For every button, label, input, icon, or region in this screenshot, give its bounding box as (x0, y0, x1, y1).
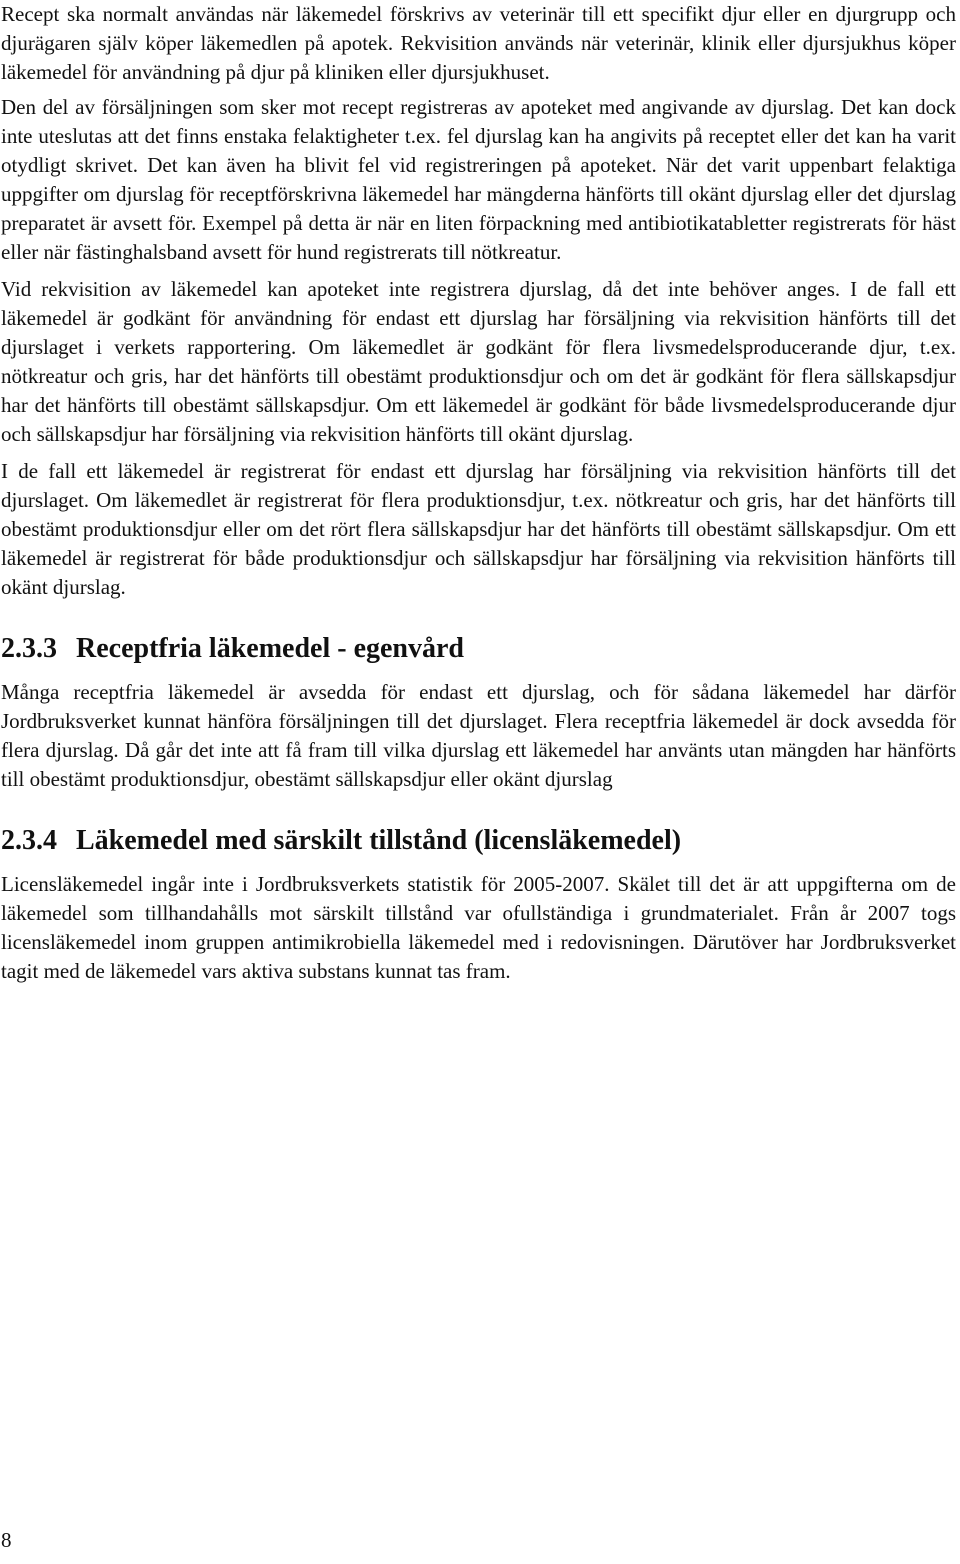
section-number: 2.3.4 (1, 825, 57, 856)
paragraph-recept-rekvisition: Recept ska normalt användas när läkemedel förskrivs av veterinär till ett specifikt djur eller en djurgrupp och djurägaren själv köper läkemedlen på apotek. Rekvisition används när veterinär, klinik eller djursjukhus köper läkemedel för användning på djur på kliniken eller djursjukhuset. (1, 2, 956, 84)
section-title: Receptfria läkemedel - egenvård (76, 633, 464, 664)
page-number: 8 (1, 1528, 12, 1552)
paragraph-licenslakemedel: Licensläkemedel ingår inte i Jordbruksverkets statistik för 2005-2007. Skälet till det är att uppgifterna om de läkemedel som tillhandahålls mot särskilt tillstånd var ofullständiga i grundmaterialet. Från år 2007 togs licensläkemedel inom gruppen antimikrobiella läkemedel med i redovisningen. Därutöver har Jordbruksverket tagit med de läkemedel vars aktiva substans kunnat tas fram. (1, 872, 956, 983)
section-number: 2.3.3 (1, 633, 57, 664)
section-heading-receptfria (1, 632, 956, 666)
paragraph-recept-registrering: Den del av försäljningen som sker mot recept registreras av apoteket med angivande av djurslag. Det kan dock inte uteslutas att det finns enstaka felaktigheter t.ex. fel djurslag kan ha angivits på receptet eller det kan ha varit otydligt skrivet. Det kan även ha blivit fel vid registreringen på apoteket. När det varit uppenbart felaktiga uppgifter om djurslag för receptförskrivna läkemedel har mängderna hänförts till okänt djurslag eller det djurslag preparatet är avsett för. Exempel på detta är när en liten förpackning med antibiotikatabletter registrerats för häst eller när fästinghalsband avsett för hund registrerats till nötkreatur. (1, 95, 956, 264)
paragraph-rekvisition-djurslag: Vid rekvisition av läkemedel kan apoteket inte registrera djurslag, då det inte behöver anges. I de fall ett läkemedel är godkänt för användning för endast ett djurslag har försäljning via rekvisition hänförts till det djurslaget i verkets rapportering. Om läkemedlet är godkänt för flera livsmedelsproducerande djur, t.ex. nötkreatur och gris, har det hänförts till obestämt produktionsdjur och om det är godkänt för flera sällskapsdjur har det hänförts till obestämt sällskapsdjur. Om ett läkemedel är godkänt för både livsmedelsproducerande djur och sällskapsdjur har försäljning via rekvisition hänförts till okänt djurslag. (1, 277, 956, 446)
section-title: Läkemedel med särskilt tillstånd (licensläkemedel) (76, 825, 682, 856)
section-heading-licenslakemedel (1, 824, 956, 858)
paragraph-registrerat-djurslag: I de fall ett läkemedel är registrerat för endast ett djurslag har försäljning via rekvisition hänförts till det djurslaget. Om läkemedlet är registrerat för flera produktionsdjur, t.ex. nötkreatur och gris, har det hänförts till obestämt produktionsdjur eller om det rört flera sällskapsdjur har det hänförts till obestämt sällskapsdjur. Om ett läkemedel är registrerat för både produktionsdjur och sällskapsdjur har försäljning via rekvisition hänförts till okänt djurslag. (1, 459, 956, 599)
paragraph-receptfria: Många receptfria läkemedel är avsedda för endast ett djurslag, och för sådana läkemedel har därför Jordbruksverket kunnat hänföra försäljningen till det djurslaget. Flera receptfria läkemedel är dock avsedda för flera djurslag. Då går det inte att få fram till vilka djurslag ett läkemedel har använts utan mängden har hänförts till obestämt produktionsdjur, obestämt sällskapsdjur eller okänt djurslag (1, 680, 956, 791)
